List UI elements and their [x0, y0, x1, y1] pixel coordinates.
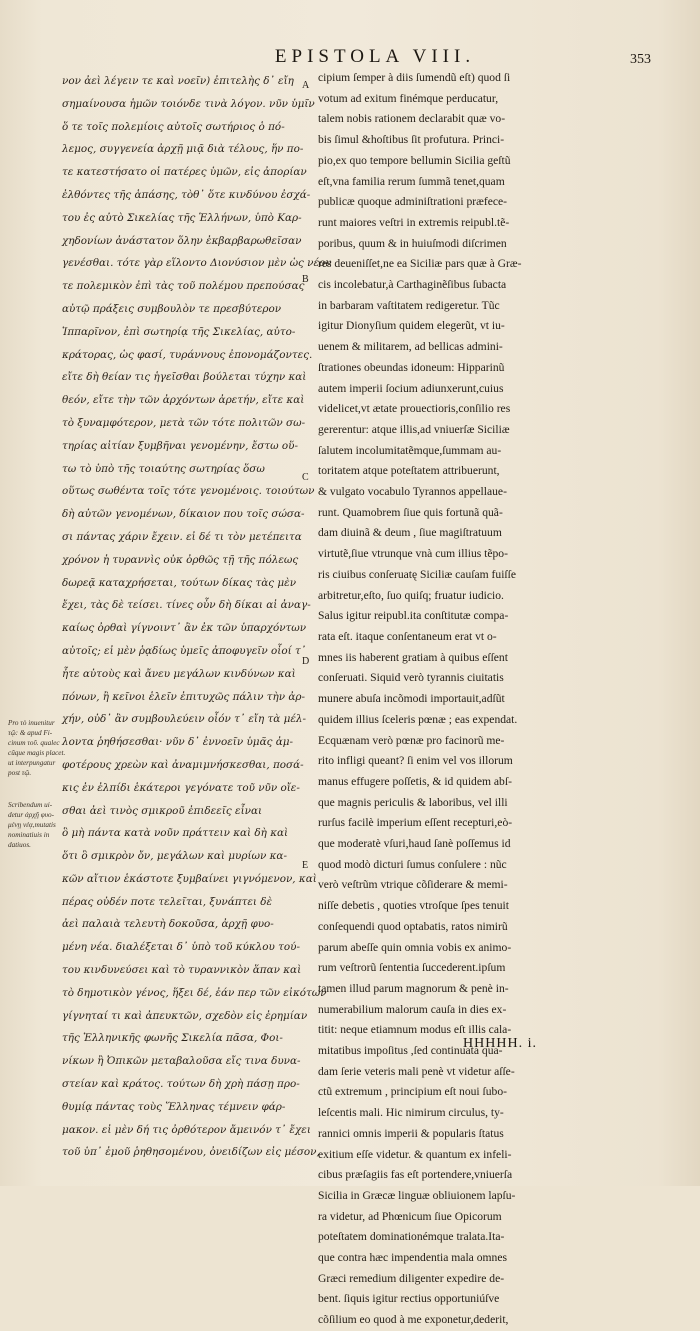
- latin-line: gererentur: atque illis,ad vniuerſæ Siciliæ: [318, 422, 510, 436]
- latin-line: ctũ extremum , principium eſt noui ſubo-: [318, 1085, 508, 1099]
- greek-line: τῆς Ἑλληνικῆς φωνῆς Σικελία πᾶσα, Φοι-: [62, 1032, 283, 1045]
- latin-line: pio,ex quo tempore bellumin Sicilia geſtũ: [318, 153, 511, 167]
- latin-line: poteſtatem dominationémque tralata.Ita-: [318, 1230, 505, 1244]
- margin-note-line: post τῷ.: [8, 769, 32, 777]
- latin-line: res deueniſſet,ne ea Siciliæ pars quæ à Græ-: [318, 257, 522, 271]
- page-number: 353: [630, 52, 651, 67]
- latin-line: verò veſtrũm vtrique cõſiderare & memi-: [318, 878, 508, 892]
- greek-line: ὅ τε τοῖς πολεμίοις αὐτοῖς σωτήριος ὁ πό-: [62, 120, 285, 133]
- section-letter: A: [302, 80, 310, 91]
- margin-note-2: [8, 800, 64, 850]
- greek-line: οὕτως σωθέντα τοῖς τότε γενομένοις. τοιούτων: [62, 485, 315, 498]
- latin-line: munere abuſa incõmodi importauit,adſũt: [318, 692, 505, 706]
- latin-line: rata eſt. itaque conſentaneum erat vt o-: [318, 629, 497, 643]
- greek-line: καίως ὀρθαὶ γίγνοιντ᾽ ἂν ἐκ τῶν ὑπαρχόντων: [62, 622, 307, 635]
- greek-line: λοντα ῥηθήσεσθαι· νῦν δ᾽ ἐννοεῖν ὑμᾶς ἀμ-: [62, 736, 293, 749]
- greek-line: αὐτῷ πράξεις συμβουλὸν τε πρεσβύτερον: [62, 302, 282, 315]
- latin-line: tamen illud parum magnorum & penè in-: [318, 981, 509, 995]
- latin-line: cõſilium eo quod à me exponetur,dederit,: [318, 1313, 509, 1327]
- greek-line: κις ἐν ἐλπίδι ἑκάτεροι γεγόνατε τοῦ νῦν οἴε-: [62, 781, 300, 794]
- greek-line: νον ἀεὶ λέγειν τε καὶ νοεῖν) ἐπιτελὴς δ᾽ εἴη: [62, 75, 294, 87]
- margin-note-line: ut interpungatur: [8, 759, 56, 767]
- latin-text-column: [318, 68, 590, 1331]
- greek-line: ἔχει, τὰς δὲ τείσει. τίνες οὖν δὴ δίκαι αἱ ἀναγ-: [62, 599, 311, 612]
- greek-line: θεόν, εἴτε τὴν τῶν ἀρχόντων ἀρετήν, εἴτε καὶ: [62, 394, 305, 407]
- latin-line: rannici omnis imperii & popularis ſtatus: [318, 1126, 504, 1140]
- greek-line: θυμίᾳ πάντας τοὺς Ἕλληνας τέμνειν φάρ-: [62, 1100, 286, 1113]
- latin-line: dam diuinã & deum , ſiue magiſtratuum: [318, 526, 502, 540]
- latin-line: igitur Dionyſium quidem elegerũt, vt iu-: [318, 319, 505, 333]
- margin-note-line: τῷ: & apud Fi-: [8, 729, 53, 737]
- greek-line: δὴ αὐτῶν γενομένων, δίκαιον που τοῖς σώσα-: [62, 508, 305, 521]
- latin-line: virtutẽ,ſiue vtrunque vnà cum illius tẽpo-: [318, 547, 508, 561]
- greek-line: τὸ δημοτικὸν γένος, ἥξει δέ, ἐάν περ τῶν εἰκότων: [62, 986, 327, 999]
- latin-line: que contra hæc impendentia mala omnes: [318, 1251, 507, 1265]
- greek-line: νίκων ἢ Ὀπικῶν μεταβαλοῦσα εἴς τινα δυνα-: [62, 1055, 301, 1068]
- latin-line: runt maiores veſtri in extremis reipubl.tẽ-: [318, 215, 510, 229]
- latin-line: ra videtur, ad Phœnicum ſiue Opicorum: [318, 1209, 502, 1223]
- section-letter: D: [302, 656, 310, 667]
- greek-line: σημαίνουσα ἡμῶν τοιόνδε τινὰ λόγον. νῦν ὑμῖν: [62, 97, 315, 110]
- latin-line: Salus igitur reipubl.ita conſtitutæ compa-: [318, 609, 509, 623]
- greek-line: τω τὸ ὑπὸ τῆς τοιαύτης σωτηρίας ὅσω: [62, 462, 265, 475]
- latin-line: ſalutem incolumitatẽmque,ſummam au-: [318, 443, 502, 457]
- greek-text-column: [62, 70, 332, 1164]
- latin-line: que moderatè vſuri,haud ſanè poſſemus id: [318, 837, 511, 851]
- latin-line: eſt,vna familia rerum ſummã tenet,quam: [318, 174, 505, 188]
- greek-line: ὅτι ὃ σμικρὸν ὄν, μεγάλων καὶ μυρίων κα-: [62, 850, 287, 863]
- latin-line: conſeruati. Siquid verò tyrannis ciuitatis: [318, 671, 504, 685]
- greek-line: μακον. εἰ μὲν δή τις ὀρθότερον ἄμεινόν τ᾽ ἔχει: [62, 1123, 311, 1136]
- greek-line: του ἐς αὐτὸ Σικελίας τῆς Ἑλλήνων, ὑπὸ Καρ-: [62, 211, 302, 224]
- latin-line: numerabilium malorum cauſa in dies ex-: [318, 1002, 507, 1016]
- greek-line: τὸ ξυναμφότερον, μετὰ τῶν τότε πολιτῶν σω-: [62, 416, 306, 429]
- margin-note-line: Pro τὸ inuenitur: [8, 719, 55, 727]
- latin-line: bis ſimul &hoſtibus ſit profutura. Princi-: [318, 133, 505, 147]
- greek-line: πέρας οὐδέν ποτε τελεῖται, ξυνάπτει δὲ: [62, 895, 273, 908]
- greek-line: Ἱππαρῖνον, ἐπὶ σωτηρίᾳ τῆς Σικελίας, αὐτο-: [62, 325, 296, 338]
- latin-line: poribus, quum & in huiuſmodi diſcrimen: [318, 236, 507, 250]
- margin-note-line: μένῃ νέᾳ,mutatis: [8, 821, 56, 829]
- latin-line: quidem illius ſceleris pœnæ ; eas expendat.: [318, 712, 518, 726]
- latin-line: uenem & militarem, ad bellicas admini-: [318, 340, 503, 354]
- section-letter: E: [302, 860, 309, 871]
- greek-line: τε κατεστήσατο οἱ πατέρες ὑμῶν, εἰς ἀπορίαν: [62, 166, 307, 179]
- greek-line: χηδονίων ἀνάστατον ὅλην ἐκβαρβαρωθεῖσαν: [62, 234, 302, 247]
- greek-line: χήν, οὐδ᾽ ἂν συμβουλεύειν οἷόν τ᾽ εἴη τὰ μέλ-: [62, 713, 307, 726]
- greek-line: τε πολεμικὸν ἐπὶ τὰς τοῦ πολέμου πρεπούσας: [62, 280, 305, 293]
- latin-line: & vulgato vocabulo Tyrannos appellaue-: [318, 485, 507, 499]
- latin-line: runt. Quamobrem ſiue quis fortunã quã-: [318, 505, 503, 519]
- latin-line: cis incolebatur,à Carthaginẽſibus ſubacta: [318, 278, 507, 292]
- greek-line: αὐτοῖς; εἰ μὲν ῥᾳδίως ὑμεῖς ἀποφυγεῖν οἷοί τ᾽: [62, 644, 306, 657]
- greek-line: χρόνον ἡ τυραννὶς οὐκ ὀρθῶς τῇ τῆς πόλεως: [62, 553, 299, 566]
- latin-line: Ecquænam verò pœnæ pro facinorũ me-: [318, 733, 505, 747]
- greek-line: ἦτε αὐτοὺς καὶ ἄνευ μεγάλων κινδύνων καὶ: [62, 667, 296, 680]
- greek-line: σθαι ἀεὶ τινὸς σμικροῦ ἐπιδεεῖς εἶναι: [62, 804, 263, 817]
- margin-note-line: datiuos.: [8, 841, 31, 849]
- latin-line: dam ſerie veteris mali penè vt videtur aſſe-: [318, 1064, 515, 1078]
- latin-line: rum veſtrorũ ſententia ſuccederent.ipſum: [318, 961, 506, 975]
- latin-line: rito infligi queant? ſi enim vel vos illorum: [318, 754, 513, 768]
- latin-line: niſſe debetis , quoties vtroſque ſpes tenuit: [318, 899, 509, 913]
- latin-line: titit: neque etiamnum modus eſt illis cala-: [318, 1023, 512, 1037]
- greek-line: φοτέρους χρεὼν καὶ ἀναμιμνήσκεσθαι, ποσά-: [62, 758, 304, 771]
- latin-line: exitium eſſe videtur. & quantum ex infeli-: [318, 1147, 512, 1161]
- greek-line: τηρίας αἰτίαν ξυμβῆναι γενομένην, ἔστω οὕ-: [62, 439, 299, 452]
- greek-line: ἐλθόντες τῆς ἁπάσης, τὸθ᾽ ὅτε κινδύνου ἐσχά-: [62, 188, 311, 201]
- latin-line: autem imperii ſocium adiunxerunt,cuius: [318, 381, 504, 395]
- page-title: EPISTOLA VIII.: [274, 46, 476, 67]
- latin-line: arbitretur,eſto, ſuo quiſq; fruatur iudicio.: [318, 588, 504, 602]
- margin-note-1: [8, 718, 64, 778]
- latin-line: parum abeſſe quin omnia vobis ex animo-: [318, 940, 512, 954]
- latin-line: rurſus facilè imperium eſſent recepturi,eò-: [318, 816, 513, 830]
- latin-line: talem nobis rationem declarabit quæ vo-: [318, 112, 506, 126]
- latin-line: publicæ quoque adminiſtrationi præfece-: [318, 195, 507, 209]
- margin-note-line: nominatiuis in: [8, 831, 50, 839]
- margin-note-line: cũque magis placet.: [8, 749, 66, 757]
- section-letter: B: [302, 274, 309, 285]
- latin-line: videlicet,vt ætate prouectioris,conſilio res: [318, 402, 511, 416]
- latin-line: ris ciuibus conſeruatę Siciliæ cauſam fuiſſe: [318, 567, 517, 581]
- latin-line: votum ad exitum finémque perducatur,: [318, 91, 499, 105]
- greek-line: κῶν αἴτιον ἑκάστοτε ξυμβαίνει γιγνόμενον, καὶ: [62, 872, 317, 885]
- latin-line: Græci remedium diligenter expedire de-: [318, 1271, 505, 1285]
- greek-line: μένη νέα. διαλέξεται δ᾽ ὑπὸ τοῦ κύκλου τού-: [62, 941, 300, 954]
- greek-line: του κινδυνεύσει καὶ τὸ τυραννικὸν ἅπαν καὶ: [62, 964, 302, 977]
- latin-line: mitatibus impoſitus ,ſed continuata qua-: [318, 1044, 503, 1058]
- greek-line: στείαν καὶ κράτος. τούτων δὴ χρὴ πάσῃ προ-: [62, 1078, 300, 1091]
- greek-line: ἀεὶ παλαιὰ τελευτὴ δοκοῦσα, ἀρχῇ φυο-: [62, 918, 274, 931]
- greek-line: δωρεᾷ καταχρήσεται, τούτων δίκας τὰς μὲν: [62, 576, 297, 589]
- greek-line: τοῦ ὑπ᾽ ἐμοῦ ῥηθησομένου, ὀνειδίζων εἰς μέσον,: [62, 1146, 320, 1159]
- greek-line: εἴτε δὴ θείαν τις ἡγεῖσθαι βούλεται τύχην καὶ: [62, 371, 307, 384]
- latin-line: manus effugere poſſetis, & id quidem abſ-: [318, 774, 512, 788]
- margin-note-line: cinum τοῦ. qualec: [8, 739, 60, 747]
- latin-line: bent. ſiquis igitur rectius opportuniúſve: [318, 1292, 500, 1306]
- margin-note-line: detur ἀρχῇ φυο-: [8, 811, 54, 819]
- latin-line: conſequendi quod optabatis, ratos nimirũ: [318, 919, 508, 933]
- latin-line: ſtrationes obeundas idoneum: Hipparinũ: [318, 360, 505, 374]
- latin-line: mnes iis haberent gratiam à quibus eſſent: [318, 650, 508, 664]
- greek-line: γενέσθαι. τότε γὰρ εἵλοντο Διονύσιον μὲν ὡς νέον: [62, 257, 332, 270]
- latin-line: in barbaram vaſtitatem redigeretur. Tũc: [318, 298, 500, 312]
- greek-line: ὃ μὴ πάντα κατὰ νοῦν πράττειν καὶ δὴ καὶ: [62, 827, 289, 840]
- greek-line: πόνων, ἢ κεῖνοι ἑλεῖν ἐπιτυχῶς πάλιν τὴν ἀρ-: [62, 690, 305, 703]
- greek-line: κράτορας, ὡς φασί, τυράννους ἐπονομάζοντες.: [62, 348, 313, 361]
- section-letter: C: [302, 472, 309, 483]
- latin-line: que magnis periculis & laboribus, vel illi: [318, 795, 508, 809]
- latin-line: cibus præſagiis fas eſt portendere,vniuerſa: [318, 1168, 513, 1182]
- latin-line: cipium ſemper à diis ſumendũ eſt) quod ſi: [318, 71, 511, 84]
- section-letters: [300, 70, 316, 890]
- greek-line: σι πάντας χάριν ἔχειν. εἰ δέ τι τὸν μετέπειτα: [62, 530, 302, 543]
- greek-line: λεμος, συγγενεία ἀρχῇ μιᾷ διὰ τέλους, ἥν πο-: [62, 143, 304, 156]
- signature-mark: HHHHH. i.: [463, 1036, 537, 1051]
- latin-line: quod modò dicturi ſumus conſulere : nũc: [318, 857, 507, 871]
- latin-line: Sicilia in Græcæ linguæ obliuionem lapſu-: [318, 1188, 516, 1202]
- margin-note-line: Scribendum ui-: [8, 801, 53, 809]
- latin-line: leſcentis mali. Hic nimirum circulus, ty-: [318, 1106, 504, 1120]
- latin-line: toritatem atque poteſtatem attribuerunt,: [318, 464, 500, 478]
- greek-line: γίγνηταί τι καὶ ἀπευκτῶν, σχεδὸν εἰς ἐρημίαν: [62, 1009, 308, 1022]
